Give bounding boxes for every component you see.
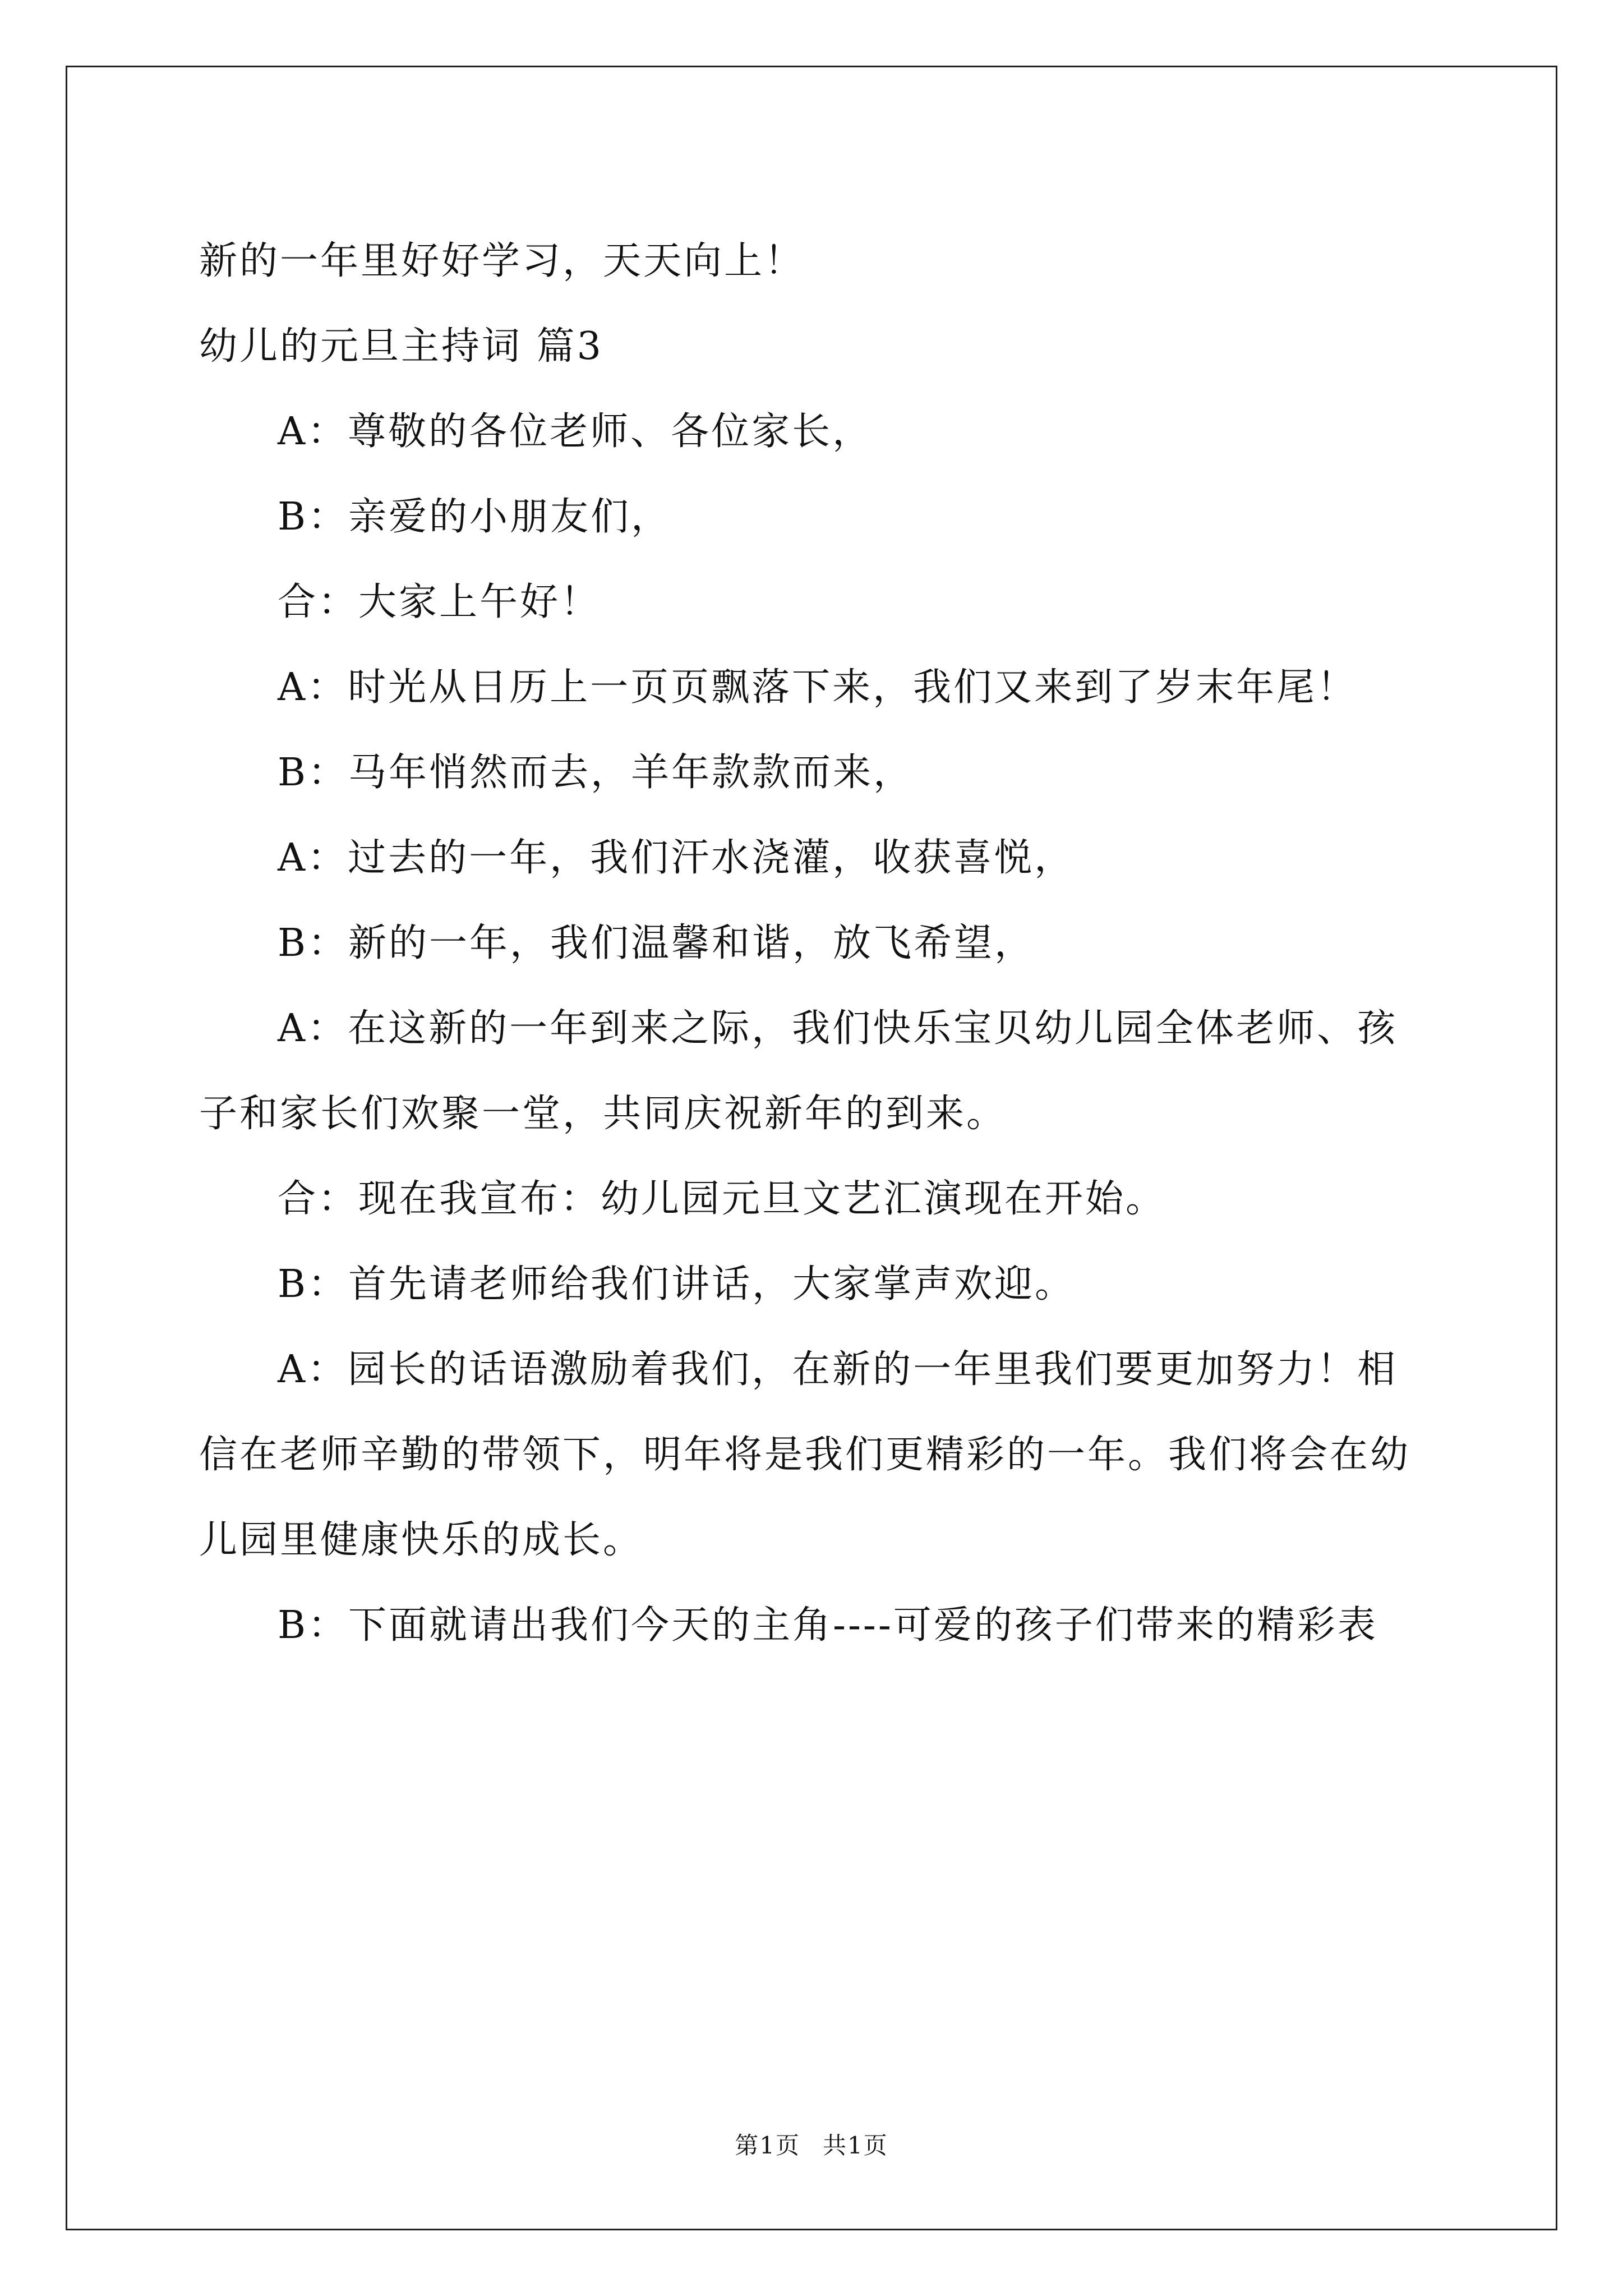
paragraph-13: A：园长的话语激励着我们，在新的一年里我们要更加努力！相信在老师辛勤的带领下，明年将是我们更精彩的一年。我们将会在幼儿园里健康快乐的成长。 (199, 1347, 1411, 1562)
paragraph-14: B：下面就请出我们今天的主角----可爱的孩子们带来的精彩表 (278, 1603, 1378, 1648)
paragraph-4: B：亲爱的小朋友们， (278, 495, 671, 539)
paragraph-12: B：首先请老师给我们讲话，大家掌声欢迎。 (278, 1262, 1075, 1306)
page-number: 第1页 (735, 2132, 800, 2159)
paragraph-7: B：马年悄然而去，羊年款款而来， (278, 751, 914, 795)
paragraph-11: 合：现在我宣布：幼儿园元旦文艺汇演现在开始。 (278, 1177, 1166, 1221)
paragraph-6: A：时光从日历上一页页飘落下来，我们又来到了岁末年尾！ (278, 665, 1358, 710)
paragraph-8: A：过去的一年，我们汗水浇灌，收获喜悦， (278, 836, 1075, 880)
paragraph-1: 新的一年里好好学习，天天向上！ (199, 239, 805, 283)
paragraph-9: B：新的一年，我们温馨和谐，放飞希望， (278, 921, 1035, 965)
paragraph-3: A：尊敬的各位老师、各位家长， (278, 409, 873, 454)
document-body (199, 219, 1427, 1668)
paragraph-10: A：在这新的一年到来之际，我们快乐宝贝幼儿园全体老师、孩子和家长们欢聚一堂，共同庆祝新年的到来。 (199, 1006, 1398, 1136)
paragraph-5: 合：大家上午好！ (278, 580, 601, 624)
section-heading: 幼儿的元旦主持词 篇3 (199, 324, 603, 369)
page-footer (0, 2129, 1623, 2162)
page-total: 共1页 (823, 2132, 888, 2159)
